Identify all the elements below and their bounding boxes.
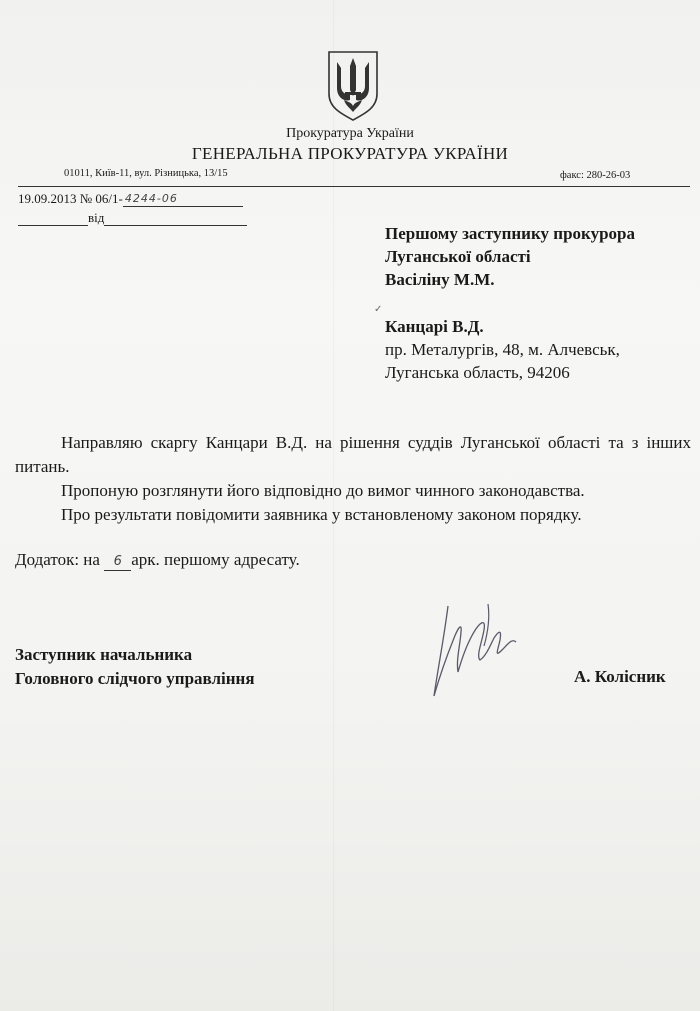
org-name-small: Прокуратура України [286, 126, 414, 141]
org-fax: факс: 280-26-03 [560, 170, 631, 181]
addressee-block [385, 315, 620, 384]
reference-line [18, 210, 247, 226]
signature-title-line-2: Головного слідчого управління [15, 669, 255, 688]
signature-title-line-1: Заступник начальника [15, 645, 193, 664]
attachment-note [15, 550, 300, 571]
signer-name: А. Колісник [574, 667, 666, 686]
addressee-address-2: Луганська область, 94206 [385, 363, 570, 382]
letter-body [15, 431, 691, 527]
number-field [123, 192, 243, 207]
reference-blank [18, 213, 88, 226]
org-name-main: ГЕНЕРАЛЬНА ПРОКУРАТУРА УКРАЇНИ [191, 144, 509, 163]
body-paragraph-1: Направляю скаргу Канцари В.Д. на рішення суддів Луганської області та з інших питань. [15, 433, 691, 476]
recipient-line-3: Васіліну М.М. [385, 270, 495, 289]
body-paragraph-2: Пропоную розглянути його відповідно до вимог чинного законодавства. [61, 481, 585, 500]
from-blank [104, 213, 247, 226]
attachment-suffix: арк. першому адресату. [131, 550, 300, 569]
addressee-name: Канцарі В.Д. [385, 317, 484, 336]
addressee-address-1: пр. Металургів, 48, м. Алчевськ, [385, 340, 620, 359]
handwritten-signature-icon [428, 598, 523, 703]
header-divider [18, 186, 690, 187]
body-paragraph-3: Про результати повідомити заявника у встановленому законом порядку. [61, 505, 582, 524]
date-number: 19.09.2013 № 06/1- [18, 191, 123, 206]
signature-title [15, 643, 255, 691]
checkmark-icon: ✓ [374, 304, 383, 315]
recipient-line-1: Першому заступнику прокурора [385, 224, 635, 243]
org-address: 01011, Київ-11, вул. Різницька, 13/15 [64, 168, 228, 179]
recipient-block [385, 222, 635, 291]
registration-line [18, 191, 243, 207]
trident-emblem-icon [326, 50, 380, 122]
attachment-prefix: Додаток: на [15, 550, 100, 569]
attachment-count: 6 [104, 554, 131, 571]
from-label: від [88, 210, 105, 225]
recipient-line-2: Луганської області [385, 247, 531, 266]
handwritten-number: 4244-06 [124, 192, 178, 205]
